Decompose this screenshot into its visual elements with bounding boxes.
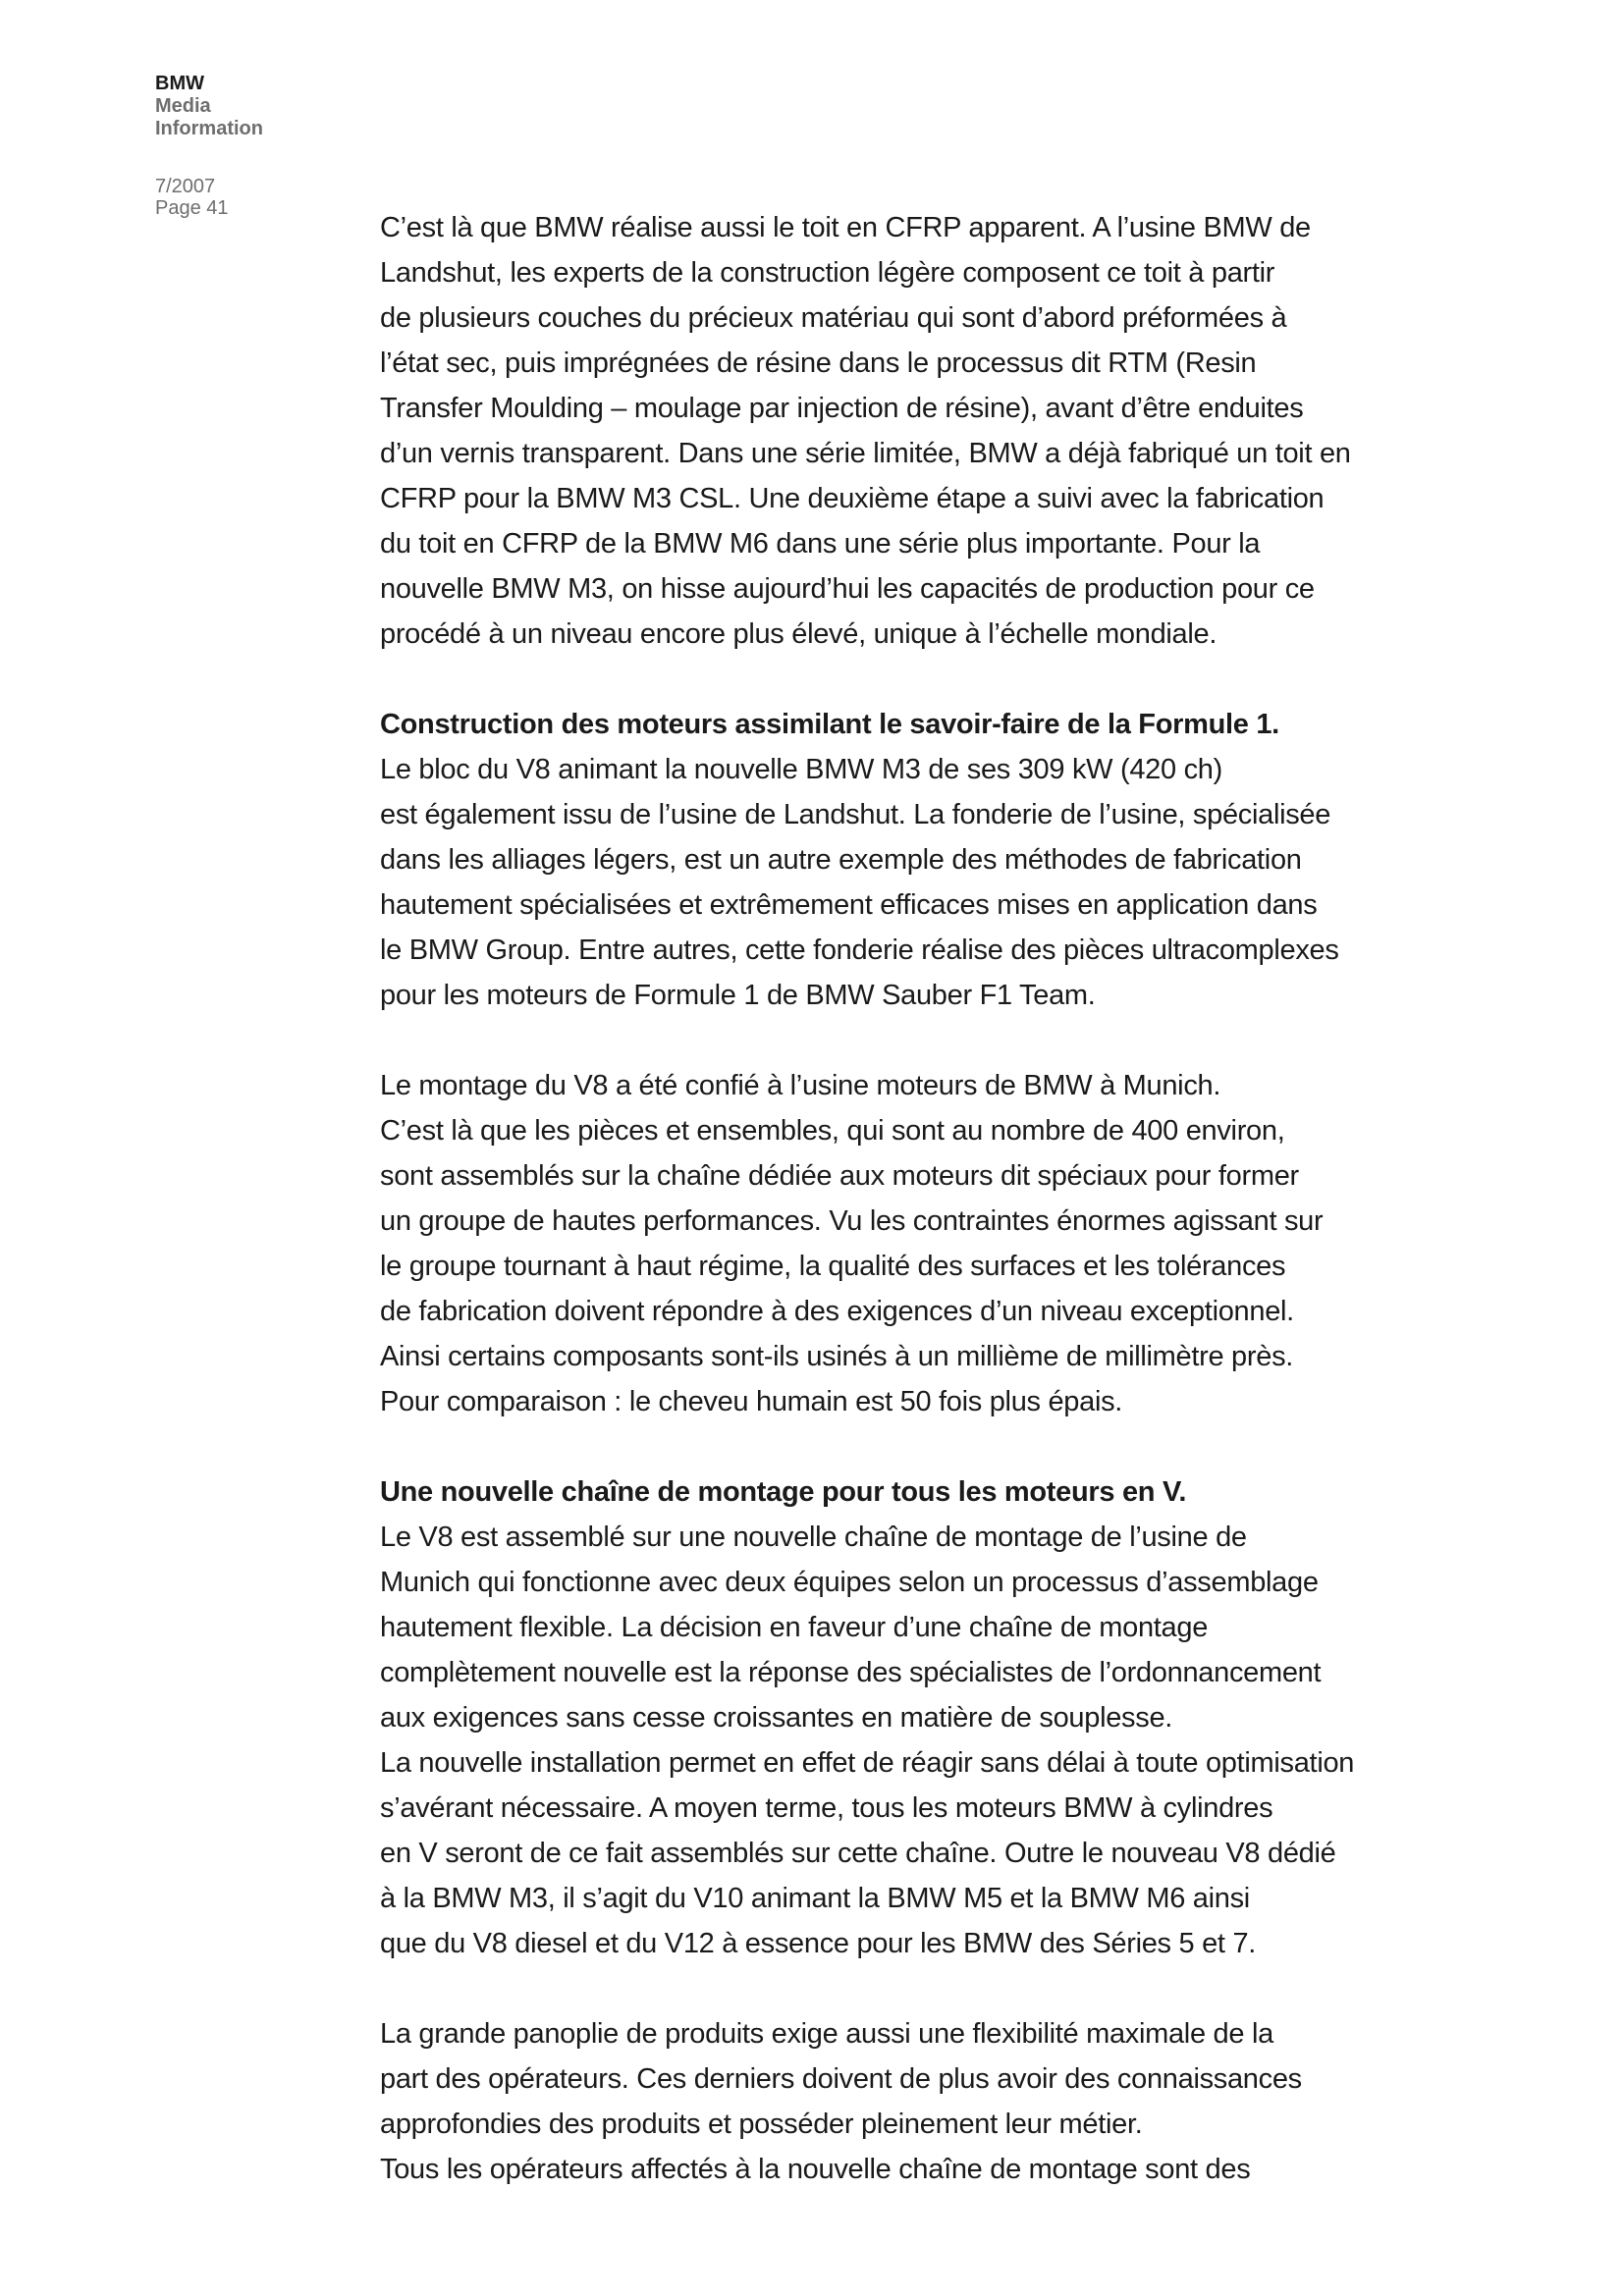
page-number: Page 41	[155, 197, 229, 219]
section-heading: Construction des moteurs assimilant le savoir-faire de la Formule 1.	[380, 709, 1279, 740]
text-line: C’est là que les pièces et ensembles, qui sont au nombre de 400 environ,	[380, 1115, 1285, 1147]
text-line: approfondies des produits et posséder pleinement leur métier.	[380, 2109, 1143, 2140]
text-line: dans les alliages légers, est un autre exemple des méthodes de fabrication	[380, 844, 1302, 876]
text-line: Le V8 est assemblé sur une nouvelle chaîne de montage de l’usine de	[380, 1522, 1247, 1553]
text-line: hautement spécialisées et extrêmement efficaces mises en application dans	[380, 889, 1318, 921]
text-line: Tous les opérateurs affectés à la nouvelle chaîne de montage sont des	[380, 2154, 1251, 2185]
brand-subtitle-media: Media	[155, 95, 211, 117]
text-line: d’un vernis transparent. Dans une série limitée, BMW a déjà fabriqué un toit en	[380, 438, 1351, 469]
text-line: le BMW Group. Entre autres, cette fonderie réalise des pièces ultracomplexes	[380, 934, 1339, 966]
brand-name: BMW	[155, 73, 204, 94]
document-date: 7/2007	[155, 176, 216, 197]
text-line: Le montage du V8 a été confié à l’usine moteurs de BMW à Munich.	[380, 1070, 1221, 1101]
paragraph	[380, 1063, 1499, 1424]
text-line: du toit en CFRP de la BMW M6 dans une série plus importante. Pour la	[380, 528, 1261, 560]
text-line: à la BMW M3, il s’agit du V10 animant la BMW M5 et la BMW M6 ainsi	[380, 1883, 1250, 1914]
text-line: l’état sec, puis imprégnées de résine dans le processus dit RTM (Resin	[380, 347, 1257, 379]
document-header	[155, 73, 352, 219]
section-heading: Une nouvelle chaîne de montage pour tous les moteurs en V.	[380, 1476, 1187, 1508]
text-line: Pour comparaison : le cheveu humain est 50 fois plus épais.	[380, 1386, 1123, 1417]
body-text	[380, 205, 1499, 2192]
text-line: Le bloc du V8 animant la nouvelle BMW M3 de ses 309 kW (420 ch)	[380, 754, 1222, 785]
text-line: que du V8 diesel et du V12 à essence pour les BMW des Séries 5 et 7.	[380, 1928, 1257, 1959]
text-line: un groupe de hautes performances. Vu les contraintes énormes agissant sur	[380, 1205, 1324, 1237]
text-line: complètement nouvelle est la réponse des spécialistes de l’ordonnancement	[380, 1657, 1322, 1688]
text-line: C’est là que BMW réalise aussi le toit en CFRP apparent. A l’usine BMW de	[380, 212, 1311, 243]
text-line: Landshut, les experts de la construction légère composent ce toit à partir	[380, 257, 1275, 289]
text-line: sont assemblés sur la chaîne dédiée aux moteurs dit spéciaux pour former	[380, 1160, 1299, 1192]
text-line: La nouvelle installation permet en effet de réagir sans délai à toute optimisation	[380, 1747, 1355, 1779]
text-line: pour les moteurs de Formule 1 de BMW Sauber F1 Team.	[380, 980, 1096, 1011]
text-line: Transfer Moulding – moulage par injection de résine), avant d’être enduites	[380, 393, 1304, 424]
text-line: La grande panoplie de produits exige aussi une flexibilité maximale de la	[380, 2018, 1273, 2050]
paragraph	[380, 205, 1499, 657]
text-line: est également issu de l’usine de Landshut. La fonderie de l’usine, spécialisée	[380, 799, 1331, 830]
text-line: CFRP pour la BMW M3 CSL. Une deuxième étape a suivi avec la fabrication	[380, 483, 1325, 514]
text-line: en V seront de ce fait assemblés sur cette chaîne. Outre le nouveau V8 dédié	[380, 1838, 1336, 1869]
paragraph	[380, 2011, 1499, 2192]
text-line: Ainsi certains composants sont-ils usinés à un millième de millimètre près.	[380, 1341, 1294, 1372]
text-line: de fabrication doivent répondre à des exigences d’un niveau exceptionnel.	[380, 1296, 1294, 1327]
text-line: de plusieurs couches du précieux matériau qui sont d’abord préformées à	[380, 302, 1287, 334]
brand-subtitle-information: Information	[155, 118, 263, 139]
text-line: Munich qui fonctionne avec deux équipes selon un processus d’assemblage	[380, 1567, 1319, 1598]
section	[380, 702, 1499, 1018]
text-line: le groupe tournant à haut régime, la qualité des surfaces et les tolérances	[380, 1251, 1286, 1282]
text-line: nouvelle BMW M3, on hisse aujourd’hui les capacités de production pour ce	[380, 573, 1315, 605]
section	[380, 1469, 1499, 1966]
text-line: hautement flexible. La décision en faveur d’une chaîne de montage	[380, 1612, 1209, 1643]
text-line: procédé à un niveau encore plus élevé, unique à l’échelle mondiale.	[380, 618, 1217, 650]
text-line: s’avérant nécessaire. A moyen terme, tous les moteurs BMW à cylindres	[380, 1792, 1273, 1824]
text-line: part des opérateurs. Ces derniers doivent de plus avoir des connaissances	[380, 2063, 1302, 2095]
text-line: aux exigences sans cesse croissantes en matière de souplesse.	[380, 1702, 1173, 1734]
